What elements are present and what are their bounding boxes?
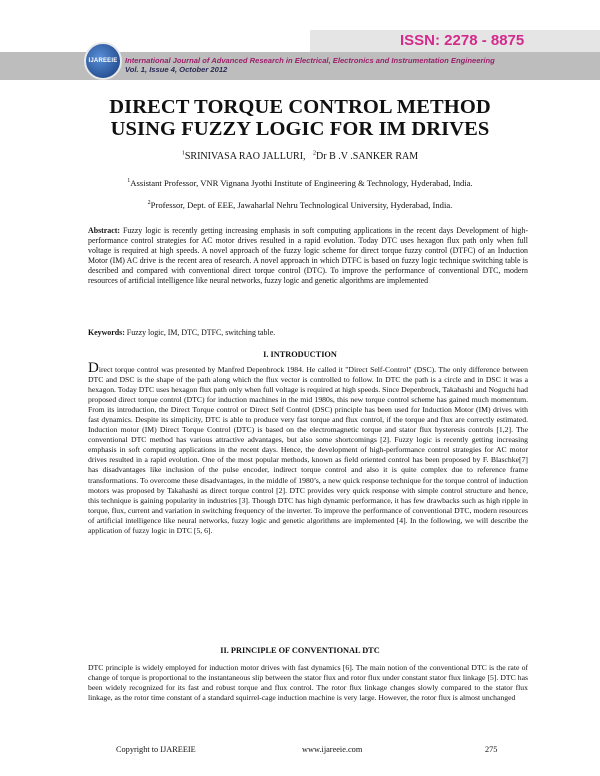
affiliation-2 (0, 200, 600, 210)
author1-sup: 1 (181, 150, 185, 157)
journal-info (125, 56, 595, 74)
abstract-text: Fuzzy logic is recently getting increasing emphasis in soft computing applications in the recent days Development of high-performance control strategies for AC motor drives resulted in a rapid evolution. Today DTC uses hexagon flux path only when full voltage is required at high speeds. A novel approach of the fuzzy logic scheme for direct torque fuzzy control (DTFC) of an Induction Motor (IM) AC drive is the recent area of research. A novel approach in which DTFC is based on fuzzy logic technique switching table is described and compared with conventional direct torque control (DTC). To improve the performance of conventional DTC, modern resources of artificial intelligence like neural networks, fuzzy logic and genetic algorithms are implemented (88, 226, 528, 285)
aff1-text: Assistant Professor, VNR Vignana Jyothi Institute of Engineering & Technology, Hyderabad, India. (130, 178, 473, 188)
section-heading-introduction: I. INTRODUCTION (263, 350, 337, 359)
author-1: SRINIVASA RAO JALLURI, (184, 151, 306, 162)
journal-volume: Vol. 1, Issue 4, October 2012 (125, 65, 228, 74)
author2-sup: 2 (313, 150, 317, 157)
introduction-body (88, 360, 528, 536)
journal-logo-icon (84, 42, 122, 80)
aff2-sup: 2 (147, 200, 151, 207)
logo-text: IJAREEIE (88, 58, 118, 64)
section-heading-principle: II. PRINCIPLE OF CONVENTIONAL DTC (220, 646, 380, 655)
abstract (88, 226, 528, 286)
authors (0, 151, 600, 162)
paper-title (0, 96, 600, 140)
aff2-text: Professor, Dept. of EEE, Jawaharlal Nehru Technological University, Hyderabad, India. (150, 200, 453, 210)
keywords-text: Fuzzy logic, IM, DTC, DTFC, switching table. (124, 328, 276, 337)
principle-body: DTC principle is widely employed for induction motor drives with fast dynamics [6]. The main notion of the conventional DTC is the rate of change of torque is proportional to the instantaneous slip between the stator flux and rotor flux under constant stator flux linkage [5]. DTC has been widely recognized for its fast and robust torque and flux control. The rotor flux linkage changes slowly compared to the stator flux linkage, as the rotor time constant of a standard squirrel-cage induction machine is very large. However, the rotor flux is almost unchanged (88, 663, 528, 703)
title-line-2: USING FUZZY LOGIC FOR IM DRIVES (110, 118, 490, 140)
journal-name: International Journal of Advanced Research in Electrical, Electronics and Instrumentation Engineering (125, 56, 495, 65)
author-2: Dr B .V .SANKER RAM (316, 151, 419, 162)
dropcap: D (88, 360, 99, 376)
abstract-label: Abstract: (88, 226, 120, 235)
aff1-sup: 1 (127, 178, 131, 185)
introduction-text: irect torque control was presented by Manfred Depenbrock 1984. He called it "Direct Self-Control" (DSC). The only difference between DTC and DSC is the shape of the path along which the flux vector is controlled to follow. In DTC the path is a circle and in DSC it was a hexagon. Today DTC uses hexagon flux path only when full voltage is required at high speeds. Since Depenbrock, Takahashi and Noguchi had proposed direct torque control (DTC) for induction machines in the mid 1980s, this new torque control scheme has gained much momentum. From its introduction, the Direct Torque control or Direct Self Control (DSC) principle has been used for Induction Motor (IM) drives with fast dynamics. Despite its simplicity, DTC is able to produce very fast torque and flux control, if the torque and flux are correctly estimated. Induction motor (IM) Direct Torque Control (DTC) is based on the electromagnetic torque and stator flux hysteresis controls [1,2]. The conventional DTC method has various attractive advantages, but also some shortcomings [2]. Fuzzy logic is recently getting increasing emphasis in soft computing applications in the recent days. Hence, the development of high-performance control strategies for AC motor drives resulted in a rapid evolution. One of the most popular methods, known as field oriented control has been proposed by F. Blaschke[7] has disadvantages like inclusion of the pulse encoder, indirect torque control and also it is quite complex due to reference frame transformations. To overcome these disadvantages, in the middle of 1980’s, a new quick response technique for the torque control of induction motors was proposed by Takahashi as direct torque control [2]. DTC provides very quick response with simple control structure and hence, this technique is gaining popularity in industries [3]. Though DTC has high dynamic performance, it has few drawbacks such as high ripple in torque, flux, current and variation in switching frequency of the inverter. To improve the performance of conventional DTC, modern resources of artificial intelligence like neural networks, fuzzy logic and genetic algorithms are implemented [4]. In the following, we will describe the application of fuzzy logic in DTC [5, 6]. (88, 365, 528, 535)
footer-copyright: Copyright to IJAREEIE (116, 745, 196, 754)
keywords-label: Keywords: (88, 328, 125, 337)
footer-website[interactable]: www.ijareeie.com (302, 745, 363, 754)
issn-label: ISSN: 2278 - 8875 (400, 32, 525, 49)
footer-page-number: 275 (485, 745, 498, 754)
affiliation-1 (0, 178, 600, 188)
title-line-1: DIRECT TORQUE CONTROL METHOD (109, 96, 491, 118)
keywords (88, 328, 528, 338)
